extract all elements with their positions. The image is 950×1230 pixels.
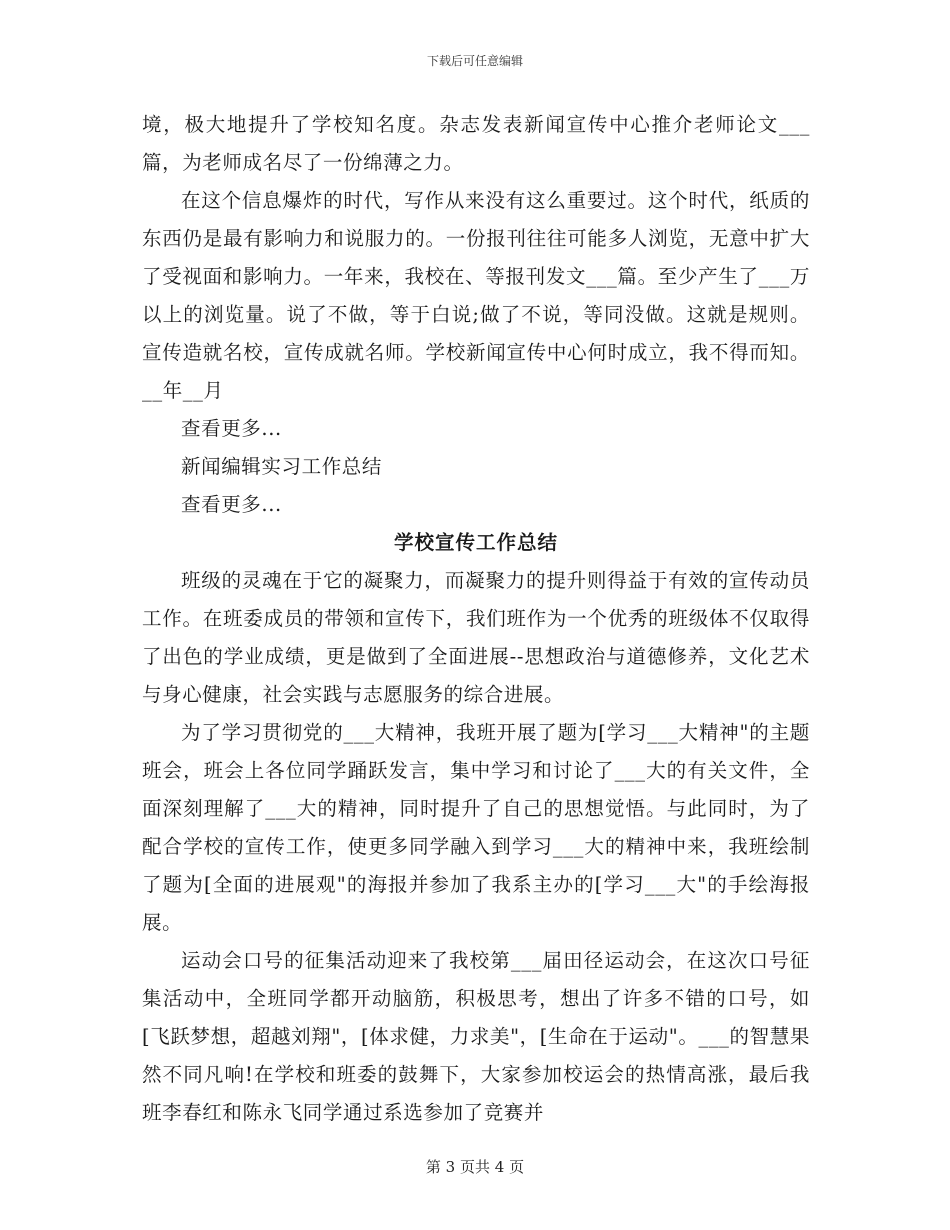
section-title: 学校宣传工作总结 xyxy=(393,531,558,554)
paragraph-5: 运动会口号的征集活动迎来了我校第___届田径运动会，在这次口号征集活动中，全班同学都开动脑筋，积极思考，想出了许多不错的口号，如[飞跃梦想，超越刘翔"，[体求健，力求美"，[生命在于运动"。___的智慧果然不同凡响!在学校和班委的鼓舞下，大家参加校运会的热情高涨，最后我班李春红和陈永飞同学通过系选参加了竞赛并 xyxy=(142,949,810,1124)
paragraph-3: 班级的灵魂在于它的凝聚力，而凝聚力的提升则得益于有效的宣传动员工作。在班委成员的带领和宣传下，我们班作为一个优秀的班级体不仅取得了出色的学业成绩，更是做到了全面进展--思想政治与道德修养，文化艺术与身心健康，社会实践与志愿服务的综合进展。 xyxy=(142,569,810,706)
page-header: 下载后可任意编辑 xyxy=(426,54,523,68)
paragraph-4: 为了学习贯彻党的___大精神，我班开展了题为[学习___大精神"的主题班会，班会上各位同学踊跃发言，集中学习和讨论了___大的有关文件，全面深刻理解了___大的精神，同时提升了自己的思想觉悟。与此同时，为了配合学校的宣传工作，使更多同学融入到学习___大的精神中来，我班绘制了题为[全面的进展观"的海报并参加了我系主办的[学习___大"的手绘海报展。 xyxy=(142,721,810,934)
paragraph-1: 境，极大地提升了学校知名度。杂志发表新闻宣传中心推介老师论文___篇，为老师成名尽了一份绵薄之力。 xyxy=(142,113,810,174)
related-article-link[interactable]: 新闻编辑实习工作总结 xyxy=(181,455,383,478)
see-more-link-1[interactable]: 查看更多... xyxy=(181,417,282,440)
paragraph-2: 在这个信息爆炸的时代，写作从来没有这么重要过。这个时代，纸质的东西仍是最有影响力和说服力的。一份报刊往往可能多人浏览，无意中扩大了受视面和影响力。一年来，我校在、等报刊发文___篇。至少产生了___万以上的浏览量。说了不做，等于白说;做了不说，等同没做。这就是规则。宣传造就名校，宣传成就名师。学校新闻宣传中心何时成立，我不得而知。__年__月 xyxy=(142,189,810,402)
document-body xyxy=(142,106,810,1132)
see-more-link-2[interactable]: 查看更多... xyxy=(181,493,282,516)
page-footer: 第 3 页共 4 页 xyxy=(425,1158,525,1176)
